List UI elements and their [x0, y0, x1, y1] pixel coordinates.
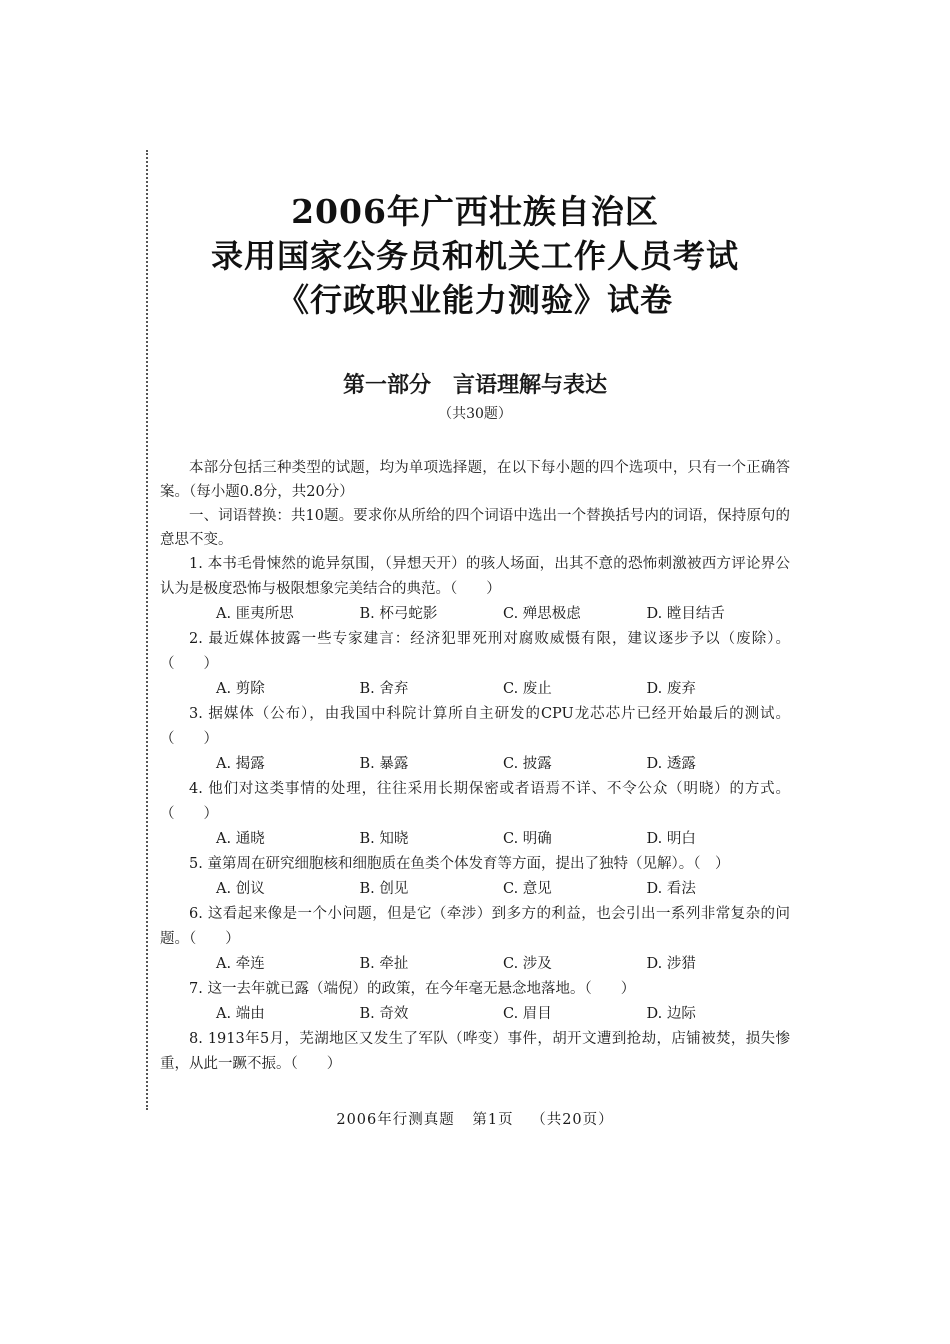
option-row — [160, 1002, 790, 1027]
question-stem: 2. 最近媒体披露一些专家建言：经济犯罪死刑对腐败威慑有限，建议逐步予以（废除）。（ ） — [160, 631, 790, 672]
question-item — [160, 627, 790, 702]
question-stem: 5. 童第周在研究细胞核和细胞质在鱼类个体发育等方面，提出了独特（见解）。（ ） — [189, 856, 730, 872]
section-question-count: （共30题） — [438, 406, 512, 422]
option-row — [160, 877, 790, 902]
section-part: 第一部分 — [342, 372, 431, 398]
question-stem: 7. 这一去年就已露（端倪）的政策，在今年毫无悬念地落地。（ ） — [189, 981, 636, 997]
option-c: C. 涉及 — [503, 956, 552, 972]
option-d: D. 透露 — [646, 756, 696, 772]
section-heading — [160, 370, 790, 400]
option-b: B. 杯弓蛇影 — [359, 606, 438, 622]
exam-title-line3: 《行政职业能力测验》试卷 — [276, 281, 673, 319]
question-item — [160, 777, 790, 852]
option-d: D. 明白 — [646, 831, 696, 847]
page-footer — [0, 1108, 950, 1129]
option-row — [160, 827, 790, 852]
option-d: D. 废弃 — [646, 681, 696, 697]
exam-page — [160, 190, 790, 1077]
question-item — [160, 1027, 790, 1077]
option-row — [160, 752, 790, 777]
binding-dotted-line — [146, 150, 148, 1110]
option-d: D. 边际 — [646, 1006, 696, 1022]
section-instructions — [160, 456, 790, 504]
footer-total-pages: （共20页） — [531, 1112, 614, 1128]
question-item — [160, 852, 790, 902]
option-a: A. 匪夷所思 — [216, 606, 294, 622]
exam-title-line2: 录用国家公务员和机关工作人员考试 — [210, 237, 739, 275]
instructions-text: 本部分包括三种类型的试题，均为单项选择题，在以下每小题的四个选项中，只有一个正确答案。（每小题0.8分，共20分） — [160, 460, 790, 500]
option-a: A. 揭露 — [216, 756, 265, 772]
option-c: C. 意见 — [503, 881, 552, 897]
option-b: B. 舍弃 — [359, 681, 409, 697]
question-item — [160, 702, 790, 777]
footer-source: 2006年行测真题 — [336, 1112, 455, 1128]
option-b: B. 暴露 — [359, 756, 409, 772]
option-a: A. 通晓 — [216, 831, 265, 847]
question-item — [160, 977, 790, 1027]
question-item — [160, 552, 790, 627]
option-b: B. 奇效 — [359, 1006, 409, 1022]
option-a: A. 剪除 — [216, 681, 265, 697]
option-row — [160, 952, 790, 977]
exam-title-line1: 2006年广西壮族自治区 — [291, 192, 659, 231]
option-c: C. 眉目 — [503, 1006, 552, 1022]
option-row — [160, 602, 790, 627]
question-stem: 4. 他们对这类事情的处理，往往采用长期保密或者语焉不详、不令公众（明晓）的方式。（ ） — [160, 781, 790, 822]
question-stem: 1. 本书毛骨悚然的诡异氛围，（异想天开）的骇人场面，出其不意的恐怖刺激被西方评论界公认为是极度恐怖与极限想象完美结合的典范。（ ） — [160, 556, 790, 597]
option-c: C. 披露 — [503, 756, 552, 772]
footer-page-number: 第1页 — [472, 1112, 514, 1128]
subsection-intro — [160, 504, 790, 552]
section-name: 言语理解与表达 — [453, 372, 608, 398]
option-a: A. 端由 — [216, 1006, 265, 1022]
option-b: B. 知晓 — [359, 831, 409, 847]
option-c: C. 明确 — [503, 831, 552, 847]
question-stem: 6. 这看起来像是一个小问题，但是它（牵涉）到多方的利益，也会引出一系列非常复杂的问题。（ ） — [160, 906, 790, 947]
subsection-intro-text: 一、词语替换：共10题。要求你从所给的四个词语中选出一个替换括号内的词语，保持原句的意思不变。 — [160, 508, 790, 548]
question-stem: 3. 据媒体（公布），由我国中科院计算所自主研发的CPU龙芯芯片已经开始最后的测试。（ ） — [160, 706, 790, 747]
option-a: A. 创议 — [216, 881, 265, 897]
question-list — [160, 552, 790, 1077]
option-b: B. 牵扯 — [359, 956, 409, 972]
question-item — [160, 902, 790, 977]
option-d: D. 瞠目结舌 — [646, 606, 725, 622]
option-d: D. 涉猎 — [646, 956, 696, 972]
option-d: D. 看法 — [646, 881, 696, 897]
option-c: C. 废止 — [503, 681, 552, 697]
option-c: C. 殚思极虑 — [503, 606, 581, 622]
option-a: A. 牵连 — [216, 956, 265, 972]
option-row — [160, 677, 790, 702]
question-stem: 8. 1913年5月，芜湖地区又发生了军队（哗变）事件，胡开文遭到抢劫，店铺被焚，损失惨重，从此一蹶不振。（ ） — [160, 1031, 790, 1072]
option-b: B. 创见 — [359, 881, 409, 897]
